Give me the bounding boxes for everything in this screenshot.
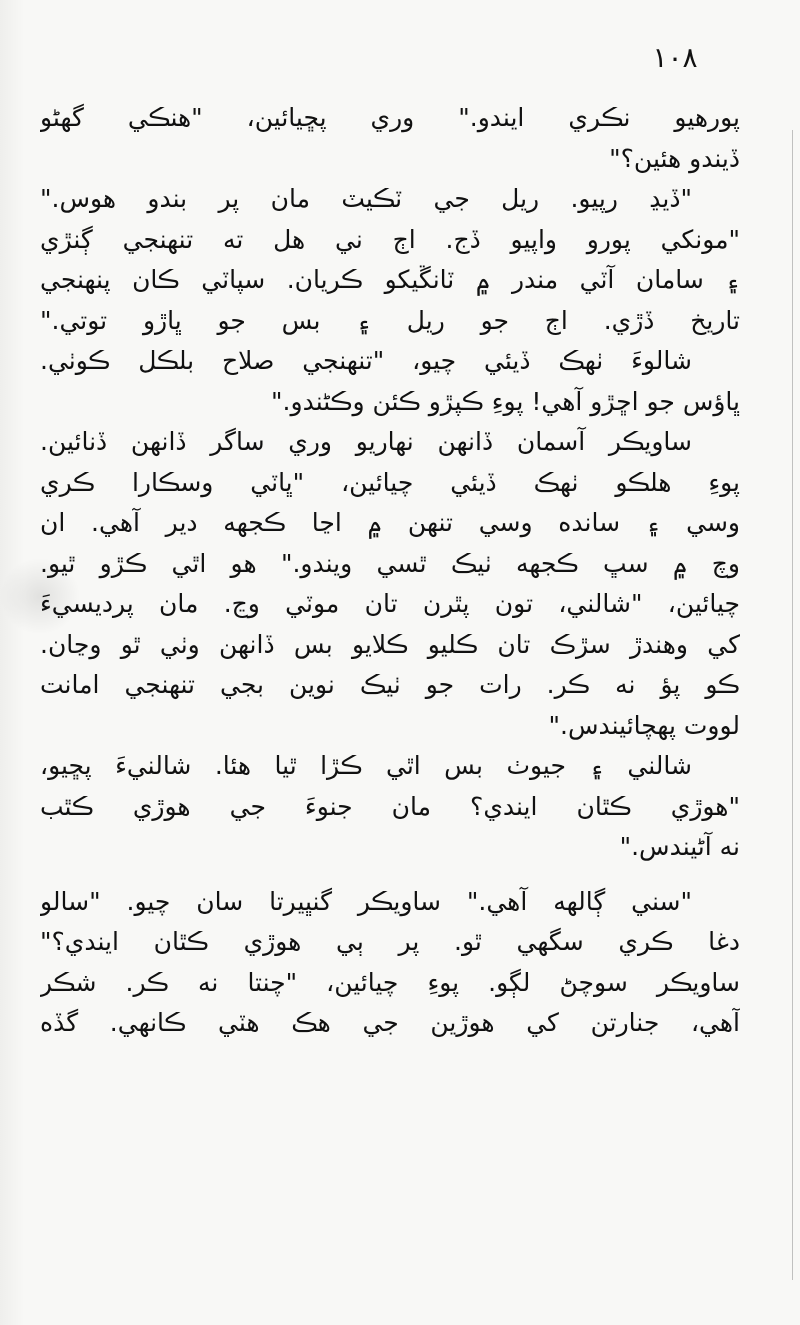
text-line: "مونکي پورو واپيو ڏج. اڄ ني هل ته تنهنجي ڳنڙي [40, 224, 740, 254]
text-line: لووت پهچائيندس." [548, 710, 740, 740]
text-line: کي وهندڙ سڙڪ تان ڪليو ڪلايو بس ڏانهن وٺي ٿو وڃان. [40, 629, 740, 659]
text-line: تاريخ ڏڙي. اڄ جو ريل ۽ بس جو ڀاڙو توتي." [40, 305, 740, 335]
text-line: ڀاؤس جو اڇڙو آهي! پوءِ ڪپڙو ڪئن وڪڻندو." [271, 386, 740, 416]
text-line: وسي ۽ سانده وسي تنهن ۾ اڃا ڪجهه دير آهي. ان [40, 508, 740, 537]
text-line: چيائين، "شالني، تون پٿرن تان موٽي وڃ. مان پرديسيءَ [40, 589, 740, 618]
text-line: وچ ۾ سڀ ڪجهه ٺيڪ ٿسي ويندو." هو اٿي ڪڙو ٿيو. [40, 548, 740, 578]
text-line: ساويڪر آسمان ڏانهن نهاريو وري ساگر ڏانهن ڏنائين. [40, 427, 692, 456]
text-line: آهي، جنارتن کي هوڙين جي هڪ هٽي ڪانهي. گڏه [40, 1008, 740, 1037]
text-line: شالني ۽ جيوٺ بس اٿي ڪڙا ٿيا هئا. شالنيءَ پڇيو، [40, 751, 692, 780]
text-line: شالوءَ ٺهڪ ڏيئي چيو، "تنهنجي صلاح بلڪل ڪوٺي. [40, 346, 692, 375]
paragraph-gap [40, 868, 740, 882]
text-line: نه آڻيندس." [619, 832, 740, 861]
body-text [40, 98, 740, 1044]
text-line: پورهيو نڪري ايندو." وري پڇيائين، "هنڪي گهڻو [40, 103, 740, 132]
text-line: پوءِ هلڪو ٺهڪ ڏيئي چيائين، "ڀاٽي وسڪارا ڪري [40, 467, 740, 497]
text-line: ڏيندو هئين؟" [609, 143, 740, 173]
text-line: ساويڪر سوچڻ لڳو. پوءِ چيائين، "چنتا نه ڪر. شڪر [40, 967, 740, 997]
text-line: ڪو پؤ نه ڪر. رات جو ٺيڪ نوين بجي تنهنجي امانت [40, 670, 740, 699]
text-line: ۽ سامان آٽي مندر ۾ ٽانڱيکو ڪريان. سپاٽي ڪان پنهنجي [40, 265, 740, 294]
text-line: "هوڙي ڪٿان ايندي؟ مان جنوءَ جي هوڙي ڪٿب [40, 791, 740, 821]
text-line: "سني ڳالهه آهي." ساويڪر گنڀيرتا سان چيو. "سالو [40, 886, 692, 916]
text-line: "ڏيڍ رپيو. ريل جي ٽڪيٽ مان پر بندو هوس." [40, 184, 692, 213]
text-line: دغا ڪري سگهي ٿو. پر ٻي هوڙي ڪٿان ايندي؟" [40, 927, 740, 956]
page-edge-shadow [792, 130, 793, 1280]
page-number: ١٠٨ [652, 41, 698, 74]
